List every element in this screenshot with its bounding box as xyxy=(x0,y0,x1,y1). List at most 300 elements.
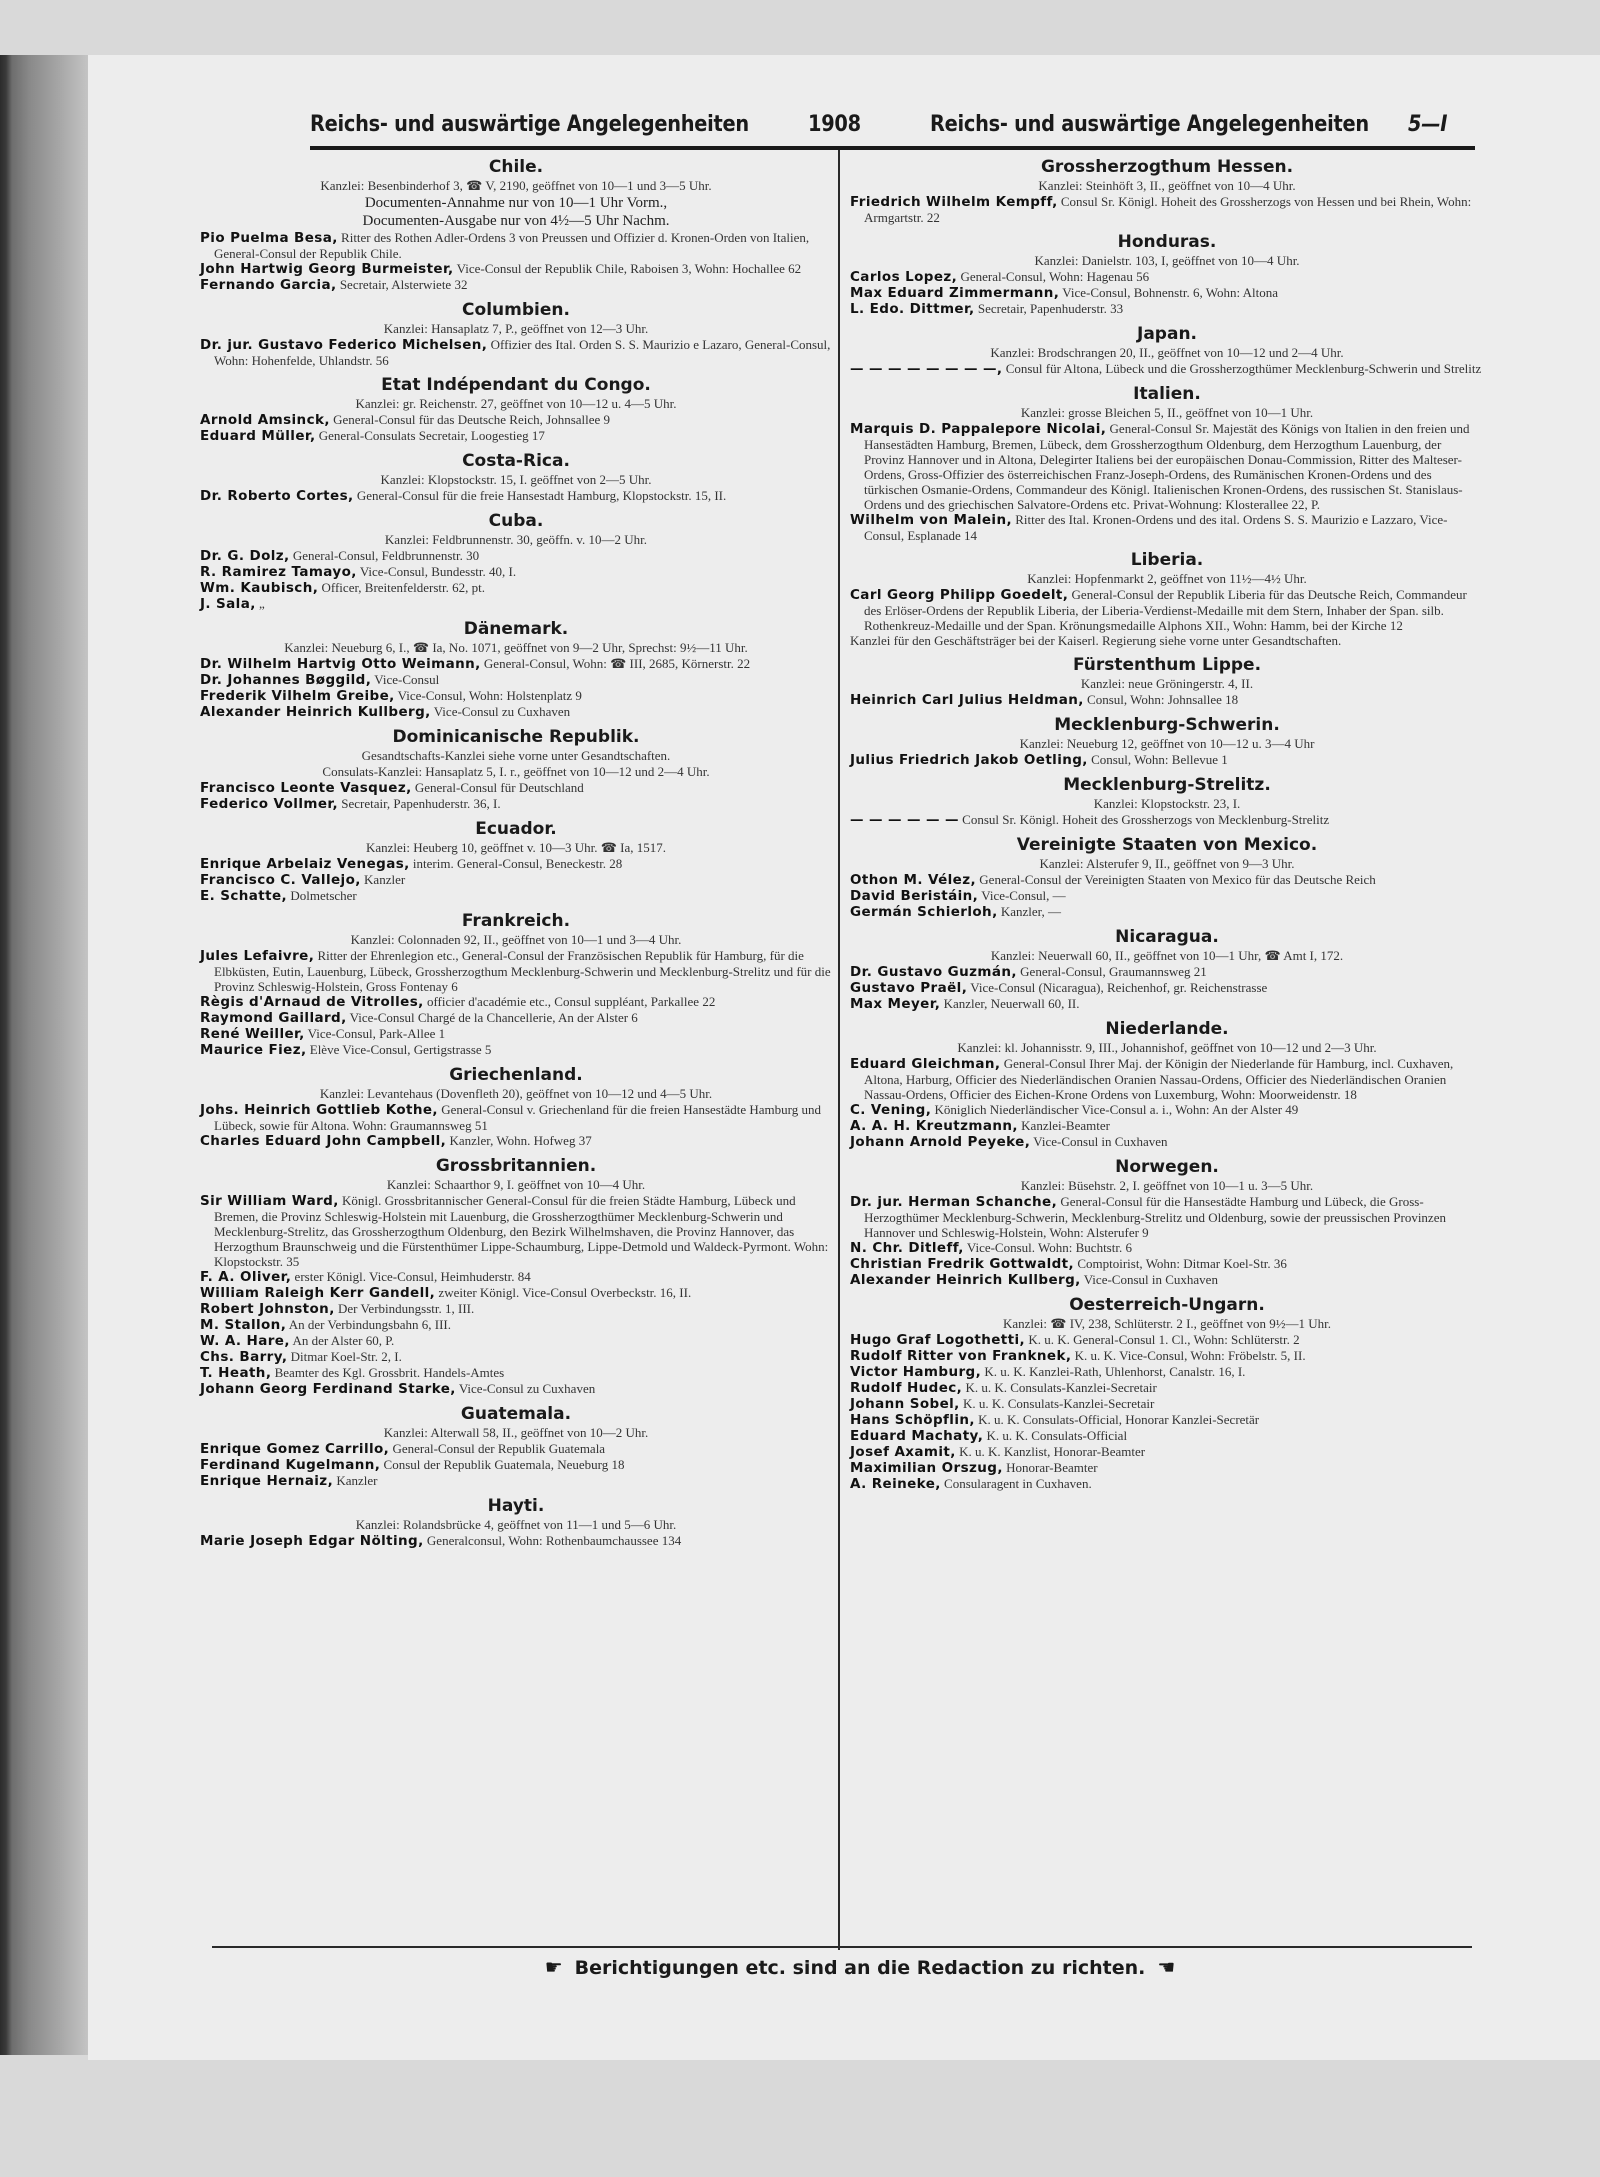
consul-details: Ritter des Ital. Kronen-Ordens und des ital. Ordens S. S. Maurizio e Lazzaro, Vice-Consul, Esplanade 14 xyxy=(864,512,1448,543)
consul-name: R. Ramirez Tamayo, xyxy=(200,564,357,580)
consul-name: Enrique Hernaiz, xyxy=(200,1473,334,1489)
consul-details: Kanzler, — xyxy=(1000,904,1061,919)
country-section xyxy=(200,1489,832,1549)
consul-details: Vice-Consul, Wohn: Holstenplatz 9 xyxy=(397,688,582,703)
consul-details: Vice-Consul, Bohnenstr. 6, Wohn: Altona xyxy=(1062,285,1278,300)
header-right-title: Reichs- und auswärtige Angelegenheiten xyxy=(930,112,1369,137)
consul-details: Elève Vice-Consul, Gertigstrasse 5 xyxy=(309,1042,492,1057)
consul-entry xyxy=(850,1460,1484,1476)
consul-details: General-Consul der Vereinigten Staaten von Mexico für das Deutsche Reich xyxy=(979,872,1376,887)
consul-name: Francisco Leonte Vasquez, xyxy=(200,780,412,796)
country-section xyxy=(200,444,832,504)
consul-name: Friedrich Wilhelm Kempff, xyxy=(850,194,1058,210)
consul-details: Kanzler, Neuerwall 60, II. xyxy=(943,996,1080,1011)
consul-details: Kanzler xyxy=(364,872,406,887)
consul-details: K. u. K. Consulats-Official xyxy=(986,1428,1128,1443)
consul-entry xyxy=(850,692,1484,708)
consul-entry xyxy=(850,888,1484,904)
kanzlei-line: Kanzlei: Klopstockstr. 23, I. xyxy=(1093,796,1241,811)
consul-name: F. A. Oliver, xyxy=(200,1269,292,1285)
kanzlei-line: Kanzlei: Klopstockstr. 15, I. geöffnet von 2—5 Uhr. xyxy=(380,472,652,487)
consul-name: Maurice Fiez, xyxy=(200,1042,307,1058)
country-heading: Etat Indépendant du Congo. xyxy=(381,375,651,395)
consul-name: J. Sala, xyxy=(200,596,256,612)
consul-name: Johann Georg Ferdinand Starke, xyxy=(200,1381,456,1397)
consul-name: E. Schatte, xyxy=(200,888,288,904)
consul-details: erster Königl. Vice-Consul, Heimhuderstr. 84 xyxy=(294,1269,531,1284)
consul-entry xyxy=(200,888,832,904)
country-section xyxy=(850,150,1484,225)
consul-details: Dolmetscher xyxy=(290,888,357,903)
consul-details: Consularagent in Cuxhaven. xyxy=(944,1476,1092,1491)
consul-name: Dr. Wilhelm Hartvig Otto Weimann, xyxy=(200,656,481,672)
consul-details: K. u. K. General-Consul 1. Cl., Wohn: Schlüterstr. 2 xyxy=(1028,1332,1300,1347)
consul-entry xyxy=(850,1332,1484,1348)
consul-name: Charles Eduard John Campbell, xyxy=(200,1133,447,1149)
consul-name: T. Heath, xyxy=(200,1365,272,1381)
country-heading: Dominicanische Republik. xyxy=(392,727,640,747)
consul-name: Dr. Gustavo Guzmán, xyxy=(850,964,1017,980)
consul-name: Ferdinand Kugelmann, xyxy=(200,1457,381,1473)
header-left-title: Reichs- und auswärtige Angelegenheiten xyxy=(310,112,749,137)
consul-name: Alexander Heinrich Kullberg, xyxy=(850,1272,1081,1288)
kanzlei-line: Kanzlei: Schaarthor 9, I. geöffnet von 10—4 Uhr. xyxy=(386,1177,646,1192)
consul-details: Vice-Consul zu Cuxhaven xyxy=(458,1381,596,1396)
country-heading: Fürstenthum Lippe. xyxy=(1072,655,1262,675)
kanzlei-line: Kanzlei: grosse Bleichen 5, II., geöffnet von 10—1 Uhr. xyxy=(1020,405,1314,420)
consul-name: Josef Axamit, xyxy=(850,1444,956,1460)
consul-name: William Raleigh Kerr Gandell, xyxy=(200,1285,436,1301)
consul-details: Vice-Consul (Nicaragua), Reichenhof, gr. Reichenstrasse xyxy=(970,980,1268,995)
consul-details: Vice-Consul, — xyxy=(981,888,1066,903)
kanzlei-line: Kanzlei: kl. Johannisstr. 9, III., Johannishof, geöffnet von 10—12 und 2—3 Uhr. xyxy=(957,1040,1377,1055)
consul-entry xyxy=(200,412,832,428)
country-heading: Niederlande. xyxy=(1105,1019,1229,1039)
consul-name: Enrique Gomez Carrillo, xyxy=(200,1441,390,1457)
consul-name: Wilhelm von Malein, xyxy=(850,512,1012,528)
consul-entry xyxy=(200,261,832,277)
consul-entry xyxy=(200,428,832,444)
consul-details: interim. General-Consul, Beneckestr. 28 xyxy=(412,856,623,871)
consul-details: Beamter des Kgl. Grossbrit. Handels-Amtes xyxy=(274,1365,505,1380)
country-section xyxy=(200,293,832,368)
country-heading: Grossbritannien. xyxy=(435,1156,597,1176)
consul-details: Kanzler, Wohn. Hofweg 37 xyxy=(449,1133,592,1148)
consul-details: General-Consulats Secretair, Loogestieg 17 xyxy=(318,428,545,443)
country-section xyxy=(200,904,832,1058)
consul-entry xyxy=(200,948,832,994)
consul-entry xyxy=(200,1269,832,1285)
consul-name: Chs. Barry, xyxy=(200,1349,288,1365)
consul-entry xyxy=(850,1194,1484,1240)
consul-details: Ditmar Koel-Str. 2, I. xyxy=(290,1349,402,1364)
consul-entry xyxy=(850,996,1484,1012)
consul-details: General-Consul für das Deutsche Reich, Johnsallee 9 xyxy=(333,412,611,427)
consul-name: Enrique Arbelaiz Venegas, xyxy=(200,856,410,872)
consul-name: René Weiller, xyxy=(200,1026,305,1042)
pointing-hand-left-icon: ☛ xyxy=(544,1955,563,1979)
consul-name: M. Stallon, xyxy=(200,1317,287,1333)
consul-details: Kanzler xyxy=(336,1473,378,1488)
consul-name: Wm. Kaubisch, xyxy=(200,580,319,596)
country-section xyxy=(850,1288,1484,1492)
header-year: 1908 xyxy=(808,112,861,137)
consul-details: K. u. K. Vice-Consul, Wohn: Fröbelstr. 5, II. xyxy=(1074,1348,1306,1363)
consul-entry xyxy=(200,1042,832,1058)
kanzlei-line: Gesandtschafts-Kanzlei siehe vorne unter Gesandtschaften. xyxy=(361,748,671,763)
consul-name: Christian Fredrik Gottwaldt, xyxy=(850,1256,1075,1272)
consul-entry xyxy=(850,1056,1484,1102)
consul-entry xyxy=(200,1441,832,1457)
consul-name: Julius Friedrich Jakob Oetling, xyxy=(850,752,1088,768)
consul-details: Consul, Wohn: Bellevue 1 xyxy=(1091,752,1228,767)
consul-details: General-Consul, Graumannsweg 21 xyxy=(1020,964,1207,979)
consul-name: Federico Vollmer, xyxy=(200,796,338,812)
consul-name: Marie Joseph Edgar Nölting, xyxy=(200,1533,424,1549)
consul-entry xyxy=(850,1240,1484,1256)
consul-entry xyxy=(200,672,832,688)
page-number: 5—I xyxy=(1408,112,1448,137)
kanzlei-line: Kanzlei: Levantehaus (Dovenfleth 20), geöffnet von 10—12 und 4—5 Uhr. xyxy=(319,1086,713,1101)
country-section xyxy=(200,1397,832,1489)
country-heading: Nicaragua. xyxy=(1115,927,1219,947)
consul-name: Johs. Heinrich Gottlieb Kothe, xyxy=(200,1102,438,1118)
consul-details: Offizier des Ital. Orden S. S. Maurizio e Lazaro, General-Consul, Wohn: Hohenfelde, Uhlandstr. 56 xyxy=(214,337,831,368)
kanzlei-line: Kanzlei: Colonnaden 92, II., geöffnet von 10—1 und 3—4 Uhr. xyxy=(350,932,682,947)
left-column xyxy=(200,150,832,1549)
consul-name: L. Edo. Dittmer, xyxy=(850,301,975,317)
country-heading: Griechenland. xyxy=(449,1065,583,1085)
country-section xyxy=(850,225,1484,317)
country-section xyxy=(850,543,1484,648)
consul-details: General-Consul für die freie Hansestadt Hamburg, Klopstockstr. 15, II. xyxy=(356,488,727,503)
consul-name: A. Reineke, xyxy=(850,1476,941,1492)
country-section xyxy=(200,1149,832,1397)
country-heading: Ecuador. xyxy=(475,819,557,839)
kanzlei-line: Kanzlei: Rolandsbrücke 4, geöffnet von 11—1 und 5—6 Uhr. xyxy=(355,1517,677,1532)
consul-details: Secretair, Papenhuderstr. 33 xyxy=(977,301,1124,316)
consul-name: — — — — — — — —, xyxy=(850,361,1003,377)
country-heading: Japan. xyxy=(1137,324,1197,344)
consul-details: Vice-Consul, Park-Allee 1 xyxy=(307,1026,446,1041)
consul-entry xyxy=(200,1133,832,1149)
kanzlei-line: Kanzlei: Heuberg 10, geöffnet v. 10—3 Uhr. ☎ Ia, 1517. xyxy=(365,840,667,855)
consul-entry xyxy=(200,337,832,368)
kanzlei-line: Kanzlei: Neueburg 6, I., ☎ Ia, No. 1071, geöffnet von 9—2 Uhr, Sprechst: 9½—11 Uhr. xyxy=(284,640,748,655)
page-header xyxy=(310,112,1475,150)
country-section xyxy=(850,768,1484,828)
consul-details: General-Consul für die Hansestädte Hamburg und Lübeck, die Gross-Herzogthümer Mecklenburg-Schwerin, Mecklenburg-Strelitz und Oldenburg, sowie der preussischen Provinzen Hannover und Schleswig-Holstein, Wohn: Alsterufer 9 xyxy=(864,1194,1446,1240)
consul-details: K. u. K. Consulats-Official, Honorar Kanzlei-Secretär xyxy=(978,1412,1260,1427)
consul-entry xyxy=(850,904,1484,920)
consul-name: Francisco C. Vallejo, xyxy=(200,872,361,888)
consul-details: Consul Sr. Königl. Hoheit des Grossherzogs von Mecklenburg-Strelitz xyxy=(962,812,1330,827)
kanzlei-line: Kanzlei: gr. Reichenstr. 27, geöffnet von 10—12 u. 4—5 Uhr. xyxy=(355,396,677,411)
consul-name: Fernando Garcia, xyxy=(200,277,337,293)
country-heading: Oesterreich-Ungarn. xyxy=(1069,1295,1265,1315)
page-footer xyxy=(490,1955,1230,1979)
kanzlei-line: Kanzlei: Besenbinderhof 3, ☎ V, 2190, geöffnet von 10—1 und 3—5 Uhr. xyxy=(320,178,712,193)
consul-details: General-Consul für Deutschland xyxy=(414,780,584,795)
consul-entry xyxy=(850,872,1484,888)
country-heading: Cuba. xyxy=(488,511,544,531)
consul-details: General-Consul, Wohn: ☎ III, 2685, Körnerstr. 22 xyxy=(483,656,751,671)
consul-entry xyxy=(200,656,832,672)
country-section xyxy=(850,377,1484,543)
country-section xyxy=(200,812,832,904)
consul-name: Jules Lefaivre, xyxy=(200,948,315,964)
consul-details: Ritter des Rothen Adler-Ordens 3 von Preussen und Offizier d. Kronen-Orden von Italien, General-Consul der Republik Chile. xyxy=(214,230,810,261)
consul-name: Règis d'Arnaud de Vitrolles, xyxy=(200,994,424,1010)
country-heading: Italien. xyxy=(1133,384,1201,404)
country-section xyxy=(850,1012,1484,1150)
bottom-rule xyxy=(212,1946,1472,1948)
country-section xyxy=(200,612,832,720)
consul-name: Arnold Amsinck, xyxy=(200,412,330,428)
consul-details: General-Consul Sr. Majestät des Königs von Italien in den freien und Hansestädten Hamburg, Bremen, Lübeck, dem Grossherzogthum Oldenburg, dem Herzogthum Lauenburg, der Provinz Hannover und in Altona, Delegirter Italiens bei der europäischen Donau-Commission, Ritter des Malteser-Ordens, Gross-Offizier des österreichischen Franz-Joseph-Ordens, des Rumänischen Kronen-Ordens und des türkischen Osmanie-Ordens, Commandeur des Königl. Italienischen Kronen-Ordens, des russischen St. Stanislaus-Ordens und des griechischen Salvatore-Ordens etc. Privat-Wohnung: Klosterallee 22, P. xyxy=(864,421,1470,512)
consul-name: Othon M. Vélez, xyxy=(850,872,977,888)
consul-name: Germán Schierloh, xyxy=(850,904,998,920)
consul-entry xyxy=(200,580,832,596)
country-section xyxy=(850,920,1484,1012)
consul-details: Vice-Consul Chargé de la Chancellerie, An der Alster 6 xyxy=(349,1010,638,1025)
country-section xyxy=(200,368,832,444)
consul-entry xyxy=(850,1134,1484,1150)
consul-name: Pio Puelma Besa, xyxy=(200,230,338,246)
country-heading: Frankreich. xyxy=(461,911,571,931)
consul-name: Johann Sobel, xyxy=(850,1396,960,1412)
consul-name: Eduard Gleichman, xyxy=(850,1056,1001,1072)
country-section xyxy=(850,1150,1484,1288)
consul-entry xyxy=(850,1256,1484,1272)
consul-name: Johann Arnold Peyeke, xyxy=(850,1134,1031,1150)
country-section xyxy=(850,828,1484,920)
country-section xyxy=(850,317,1484,377)
country-heading: Chile. xyxy=(488,157,544,177)
kanzlei-line: Kanzlei: Büsehstr. 2, I. geöffnet von 10—1 u. 3—5 Uhr. xyxy=(1020,1178,1314,1193)
consul-entry xyxy=(850,1428,1484,1444)
consul-entry xyxy=(850,587,1484,633)
consul-details: Vice-Consul in Cuxhaven xyxy=(1033,1134,1168,1149)
consul-entry xyxy=(200,1102,832,1133)
consul-entry xyxy=(200,872,832,888)
consul-entry xyxy=(200,1010,832,1026)
consul-entry xyxy=(200,688,832,704)
consul-entry xyxy=(200,1381,832,1397)
consul-entry xyxy=(850,301,1484,317)
consul-details: Vice-Consul. Wohn: Buchtstr. 6 xyxy=(966,1240,1132,1255)
kanzlei-line: Kanzlei: Steinhöft 3, II., geöffnet von 10—4 Uhr. xyxy=(1038,178,1296,193)
country-section xyxy=(200,150,832,293)
consul-entry xyxy=(200,1457,832,1473)
kanzlei-line: Kanzlei: Hansaplatz 7, P., geöffnet von 12—3 Uhr. xyxy=(383,321,649,336)
consul-entry xyxy=(200,1473,832,1489)
consul-name: Maximilian Orszug, xyxy=(850,1460,1003,1476)
consul-details: officier d'académie etc., Consul suppléant, Parkallee 22 xyxy=(426,994,716,1009)
country-heading: Costa-Rica. xyxy=(462,451,570,471)
consul-details: General-Consul Ihrer Maj. der Königin der Niederlande für Hamburg, incl. Cuxhaven, Altona, Harburg, Officier des Niederländischen Oranien Nassau-Ordens, Officier des Niederländischen Oranien Nassau-Ordens, Officier des Eichen-Krone Ordens von Luxemburg, Wohn: Moorweidenstr. 18 xyxy=(864,1056,1454,1102)
consul-entry xyxy=(200,1026,832,1042)
kanzlei-line: Consulats-Kanzlei: Hansaplatz 5, I. r., geöffnet von 10—12 und 2—4 Uhr. xyxy=(322,764,710,779)
consul-details: Generalconsul, Wohn: Rothenbaumchaussee 134 xyxy=(426,1533,682,1548)
consul-entry xyxy=(200,994,832,1010)
consul-details: Honorar-Beamter xyxy=(1006,1460,1098,1475)
consul-entry xyxy=(200,1301,832,1317)
consul-name: — — — — — — xyxy=(850,812,959,828)
country-section xyxy=(200,1058,832,1149)
consul-details: zweiter Königl. Vice-Consul Overbeckstr. 16, II. xyxy=(438,1285,692,1300)
consul-entry xyxy=(850,269,1484,285)
consul-details: Consul der Republik Guatemala, Neueburg 18 xyxy=(383,1457,625,1472)
consul-name: Dr. Roberto Cortes, xyxy=(200,488,354,504)
consul-entry xyxy=(200,488,832,504)
pointing-hand-right-icon: ☚ xyxy=(1157,1955,1176,1979)
column-divider xyxy=(838,150,840,1950)
kanzlei-line: Kanzlei: Hopfenmarkt 2, geöffnet von 11½—4½ Uhr. xyxy=(1027,571,1307,586)
consul-entry xyxy=(850,1412,1484,1428)
consul-entry xyxy=(850,1348,1484,1364)
consul-details: Kanzlei-Beamter xyxy=(1021,1118,1110,1133)
kanzlei-hours-line: Documenten-Ausgabe nur von 4½—5 Uhr Nachm. xyxy=(362,213,670,229)
consul-entry xyxy=(200,704,832,720)
consul-name: Dr. jur. Gustavo Federico Michelsen, xyxy=(200,337,488,353)
consul-entry xyxy=(850,1476,1484,1492)
consul-entry xyxy=(200,1193,832,1269)
consul-entry xyxy=(200,1285,832,1301)
consul-details: General-Consul, Feldbrunnenstr. 30 xyxy=(292,548,480,563)
consul-details: Vice-Consul zu Cuxhaven xyxy=(433,704,571,719)
consul-name: Eduard Müller, xyxy=(200,428,316,444)
consul-details: Vice-Consul, Bundesstr. 40, I. xyxy=(359,564,517,579)
consul-entry xyxy=(850,1118,1484,1134)
consul-name: Marquis D. Pappalepore Nicolai, xyxy=(850,421,1107,437)
consul-name: Carl Georg Philipp Goedelt, xyxy=(850,587,1069,603)
consul-entry xyxy=(850,194,1484,225)
consul-entry xyxy=(850,980,1484,996)
consul-entry xyxy=(200,277,832,293)
consul-details: Königl. Grossbritannischer General-Consul für die freien Städte Hamburg, Lübeck und Bremen, die Provinz Schleswig-Holstein mit Lauenburg, die Grossherzogthümer Mecklenburg-Schwerin und Mecklenburg-Strelitz, das Grossherzogthum Oldenburg, den Bezirk Wilhelmshaven, die Provinz Hannover, das Herzogthum Braunschweig und die Fürstenthümer Lippe-Schaumburg, Lippe-Detmold und Waldeck-Pyrmont. Wohn: Klopstockstr. 35 xyxy=(214,1193,829,1269)
kanzlei-line: Kanzlei: Neueburg 12, geöffnet von 10—12 u. 3—4 Uhr xyxy=(1019,736,1315,751)
consul-name: John Hartwig Georg Burmeister, xyxy=(200,261,454,277)
consul-entry xyxy=(200,1317,832,1333)
consul-details: Secretair, Alsterwiete 32 xyxy=(339,277,468,292)
country-heading: Guatemala. xyxy=(460,1404,572,1424)
consul-entry xyxy=(850,421,1484,512)
consul-name: Rudolf Hudec, xyxy=(850,1380,963,1396)
consul-name: Hans Schöpflin, xyxy=(850,1412,975,1428)
consul-details: Officer, Breitenfelderstr. 62, pt. xyxy=(321,580,485,595)
country-heading: Grossherzogthum Hessen. xyxy=(1040,157,1294,177)
consul-entry xyxy=(200,596,832,612)
consul-name: Victor Hamburg, xyxy=(850,1364,982,1380)
kanzlei-line: Kanzlei: Neuerwall 60, II., geöffnet von 10—1 Uhr, ☎ Amt I, 172. xyxy=(990,948,1344,963)
consul-entry xyxy=(200,1533,832,1549)
consul-details: Consul für Altona, Lübeck und die Grossherzogthümer Mecklenburg-Schwerin und Strelitz xyxy=(1005,361,1482,376)
consul-entry xyxy=(200,564,832,580)
consul-entry xyxy=(850,285,1484,301)
consul-details: K. u. K. Consulats-Kanzlei-Secretair xyxy=(962,1396,1155,1411)
kanzlei-line: Kanzlei: ☎ IV, 238, Schlüterstr. 2 I., geöffnet von 9½—1 Uhr. xyxy=(1002,1316,1332,1331)
consul-name: Gustavo Praël, xyxy=(850,980,968,996)
consul-name: Dr. Johannes Bøggild, xyxy=(200,672,372,688)
consul-name: Rudolf Ritter von Franknek, xyxy=(850,1348,1072,1364)
consul-entry xyxy=(850,1380,1484,1396)
consul-entry xyxy=(850,361,1484,377)
country-heading: Liberia. xyxy=(1130,550,1204,570)
consul-name: David Beristáin, xyxy=(850,888,979,904)
consul-details: Consul Sr. Königl. Hoheit des Grossherzogs von Hessen und bei Rhein, Wohn: Armgartstr. 22 xyxy=(864,194,1472,225)
consul-name: Dr. jur. Herman Schanche, xyxy=(850,1194,1058,1210)
country-heading: Norwegen. xyxy=(1115,1157,1219,1177)
consul-details: General-Consul, Wohn: Hagenau 56 xyxy=(960,269,1150,284)
consul-name: W. A. Hare, xyxy=(200,1333,290,1349)
country-heading: Columbien. xyxy=(462,300,570,320)
consul-name: Alexander Heinrich Kullberg, xyxy=(200,704,431,720)
consul-entry xyxy=(850,1102,1484,1118)
country-section xyxy=(200,504,832,612)
consul-name: Dr. G. Dolz, xyxy=(200,548,290,564)
consul-entry xyxy=(200,230,832,261)
consul-details: „ xyxy=(259,596,265,611)
country-section xyxy=(200,720,832,812)
consul-entry xyxy=(200,1333,832,1349)
consul-details: Ritter der Ehrenlegion etc., General-Consul der Französischen Republik für Hamburg, für die Elbküsten, Eutin, Lauenburg, Lübeck, Grossherzogthum Mecklenburg-Schwerin und Mecklenburg-Strelitz und für die Provinz Schleswig-Holstein, Gross Fontenay 6 xyxy=(214,948,831,994)
consul-entry xyxy=(200,780,832,796)
consul-name: C. Vening, xyxy=(850,1102,932,1118)
consul-details: Der Verbindungsstr. 1, III. xyxy=(337,1301,475,1316)
country-section xyxy=(850,708,1484,768)
scan-binding-edge xyxy=(0,55,88,2055)
consul-entry xyxy=(850,812,1484,828)
consul-entry xyxy=(850,512,1484,543)
right-column xyxy=(850,150,1484,1492)
consul-entry xyxy=(200,1365,832,1381)
country-heading: Honduras. xyxy=(1117,232,1217,252)
consul-details: Consul, Wohn: Johnsallee 18 xyxy=(1087,692,1239,707)
consul-entry xyxy=(850,1396,1484,1412)
consul-entry xyxy=(850,1444,1484,1460)
section-note: Kanzlei für den Geschäftsträger bei der Kaiserl. Regierung siehe vorne unter Gesandtschaften. xyxy=(850,633,1342,648)
consul-entry xyxy=(200,856,832,872)
consul-details: K. u. K. Consulats-Kanzlei-Secretair xyxy=(965,1380,1157,1395)
country-heading: Dänemark. xyxy=(463,619,569,639)
consul-name: Raymond Gaillard, xyxy=(200,1010,347,1026)
consul-entry xyxy=(200,1349,832,1365)
consul-name: A. A. H. Kreutzmann, xyxy=(850,1118,1018,1134)
kanzlei-line: Kanzlei: Brodschrangen 20, II., geöffnet von 10—12 und 2—4 Uhr. xyxy=(990,345,1344,360)
country-heading: Mecklenburg-Strelitz. xyxy=(1063,775,1271,795)
consul-details: Comptoirist, Wohn: Ditmar Koel-Str. 36 xyxy=(1077,1256,1287,1271)
consul-entry xyxy=(850,1364,1484,1380)
consul-name: Max Meyer, xyxy=(850,996,941,1012)
consul-details: An der Verbindungsbahn 6, III. xyxy=(288,1317,451,1332)
consul-name: Hugo Graf Logothetti, xyxy=(850,1332,1026,1348)
consul-entry xyxy=(200,796,832,812)
consul-name: Max Eduard Zimmermann, xyxy=(850,285,1060,301)
kanzlei-hours-line: Documenten-Annahme nur von 10—1 Uhr Vorm., xyxy=(364,195,668,211)
kanzlei-line: Kanzlei: neue Gröningerstr. 4, II. xyxy=(1080,676,1254,691)
consul-entry xyxy=(200,548,832,564)
consul-name: N. Chr. Ditleff, xyxy=(850,1240,964,1256)
consul-details: Vice-Consul xyxy=(374,672,440,687)
consul-details: General-Consul v. Griechenland für die freien Hansestädte Hamburg und Lübeck, sowie für Altona. Wohn: Graumannsweg 51 xyxy=(214,1102,821,1133)
consul-name: Sir William Ward, xyxy=(200,1193,339,1209)
consul-details: K. u. K. Kanzlist, Honorar-Beamter xyxy=(959,1444,1146,1459)
consul-name: Eduard Machaty, xyxy=(850,1428,984,1444)
consul-entry xyxy=(850,752,1484,768)
consul-details: K. u. K. Kanzlei-Rath, Uhlenhorst, Canalstr. 16, I. xyxy=(984,1364,1246,1379)
consul-details: An der Alster 60, P. xyxy=(292,1333,395,1348)
